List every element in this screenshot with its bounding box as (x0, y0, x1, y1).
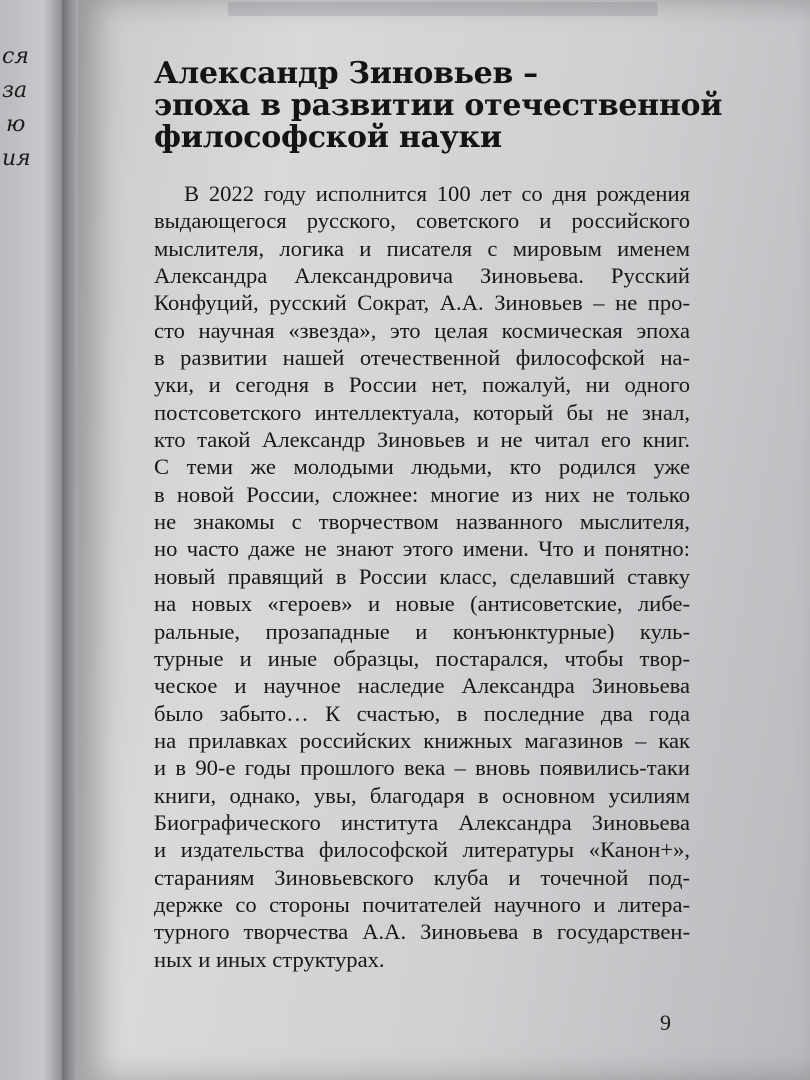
body-line: кто такой Александр Зиновьев и не читал его книг. (154, 427, 690, 453)
body-line: в новой России, сложнее: многие из них не только (154, 481, 690, 507)
body-line: книги, однако, увы, благодаря в основном усилиям (154, 782, 690, 808)
title-line: Александр Зиновьев – (154, 56, 538, 91)
article-body (154, 180, 690, 973)
body-line: и издательства философской литературы «Канон+», (154, 837, 690, 863)
body-line: В 2022 году исполнится 100 лет со дня рождения (184, 181, 690, 206)
title-line: философской науки (154, 120, 502, 155)
body-line: Конфуций, русский Сократ, А.А. Зиновьев – не про- (154, 290, 690, 316)
body-line: постсоветского интеллектуала, который бы не знал, (154, 399, 690, 425)
bleed-through-text (228, 2, 658, 16)
body-line: не знакомы с творчеством названного мыслителя, (154, 509, 690, 535)
body-line: стараниям Зиновьевского клуба и точечной под- (154, 864, 690, 890)
left-page-fragment: ся (2, 44, 29, 69)
body-line: С теми же молодыми людьми, кто родился уже (154, 454, 690, 480)
body-line: ральные, прозападные и конъюнктурные) куль- (154, 618, 690, 644)
body-line: Биографического института Александра Зиновьева (154, 809, 690, 835)
body-line: ных и иных структурах. (154, 946, 385, 972)
body-line: турные и иные образцы, постарался, чтобы твор- (154, 645, 690, 671)
body-line: было забыто… К счастью, в последние два года (154, 700, 690, 726)
body-line: выдающегося русского, советского и российского (154, 208, 690, 234)
book-spine (62, 0, 78, 1080)
left-page-fragment: ю (6, 112, 26, 137)
body-line: на новых «героев» и новые (антисоветские, либе- (154, 591, 690, 617)
body-line: сто научная «звезда», это целая космическая эпоха (154, 317, 690, 343)
page-number: 9 (660, 1010, 671, 1035)
left-page-fragment: за (2, 78, 28, 103)
body-line: в развитии нашей отечественной философской на- (154, 345, 690, 371)
article (154, 56, 723, 973)
body-line: новый правящий в России класс, сделавший ставку (154, 563, 690, 589)
body-line: на прилавках российских книжных магазинов – как (154, 727, 690, 753)
title-line: эпоха в развитии отечественной (154, 88, 723, 123)
left-facing-page (0, 0, 62, 1080)
body-line: мыслителя, логика и писателя с мировым именем (154, 235, 690, 261)
body-line: ческое и научное наследие Александра Зиновьева (154, 673, 690, 699)
body-line: Александра Александровича Зиновьева. Русский (154, 263, 690, 289)
body-line: турного творчества А.А. Зиновьева в государствен- (154, 919, 690, 945)
left-page-fragment: ия (2, 146, 31, 171)
body-line: и в 90-е годы прошлого века – вновь появились-таки (154, 755, 690, 781)
body-line: но часто даже не знают этого имени. Что и понятно: (154, 536, 690, 562)
article-title (154, 56, 723, 155)
body-line: держке со стороны почитателей научного и литера- (154, 891, 690, 917)
body-line: уки, и сегодня в России нет, пожалуй, ни одного (154, 372, 690, 398)
